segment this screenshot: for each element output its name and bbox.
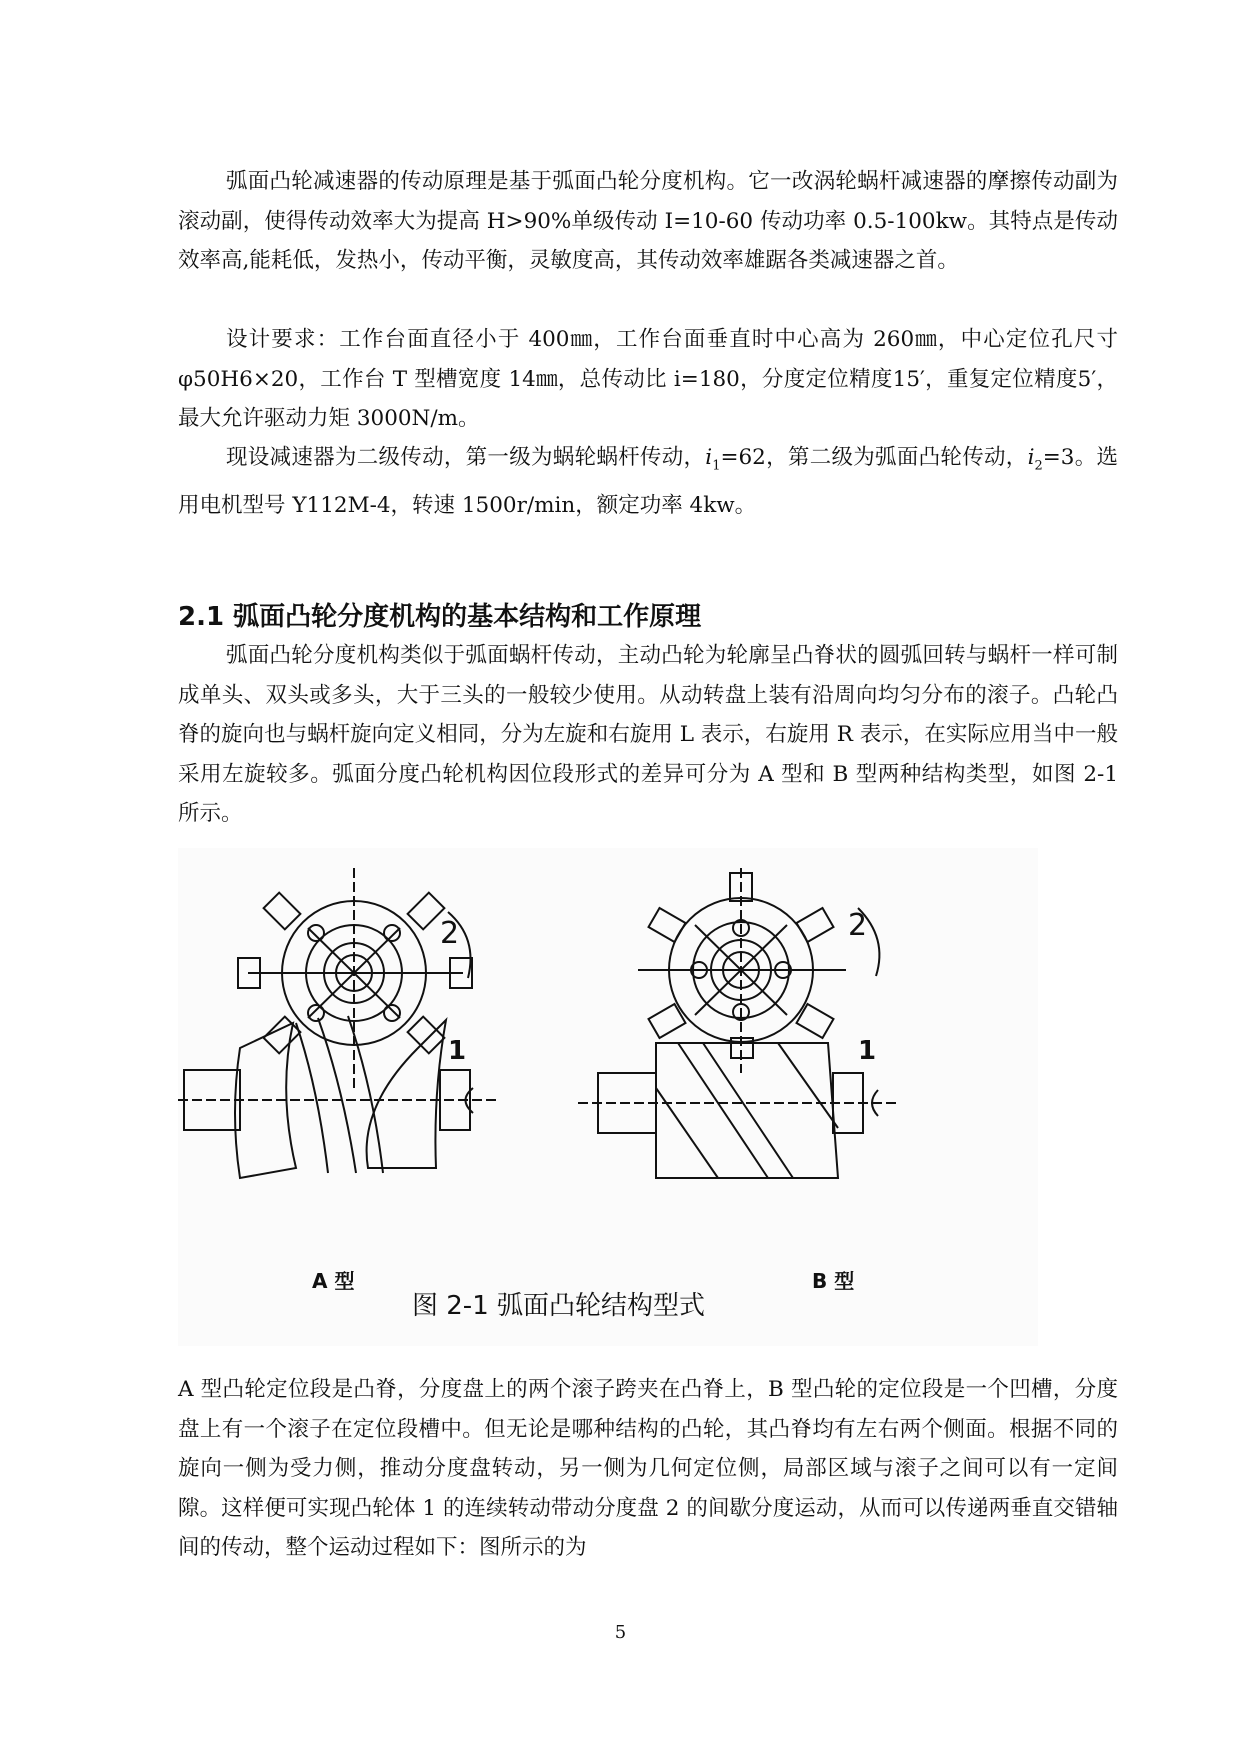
label-1-a: 1 [448, 1036, 467, 1066]
figure-cam-structure [178, 848, 1038, 1346]
type-a-drawing [178, 868, 498, 1178]
paragraph-design-requirements: 设计要求：工作台面直径小于 400㎜，工作台面垂直时中心高为 260㎜，中心定位孔尺寸φ50H6×20，工作台 T 型槽宽度 14㎜，总传动比 i=180，分度定位精度15′，重复定位精度5′，最大允许驱动力矩 3000N/m。 [178, 327, 1118, 431]
figure-label-type-a: A 型 [312, 1269, 355, 1293]
p3-text-b: =62，第二级为弧面凸轮传动， [720, 445, 1028, 470]
ratio-symbol-i2: i [1027, 445, 1035, 470]
p3-text-a: 现设减速器为二级传动，第一级为蜗轮蜗杆传动， [226, 445, 706, 470]
cam-drawing [178, 848, 1038, 1346]
ratio-subscript-1: 1 [712, 458, 721, 474]
p3-text-c: =3。选用电机型号 Y112M-4，转速 1500r/min，额定功率 4kw。 [178, 445, 1118, 518]
ratio-symbol-i1: i [705, 445, 713, 470]
figure-caption: 图 2-1 弧面凸轮结构型式 [412, 1291, 705, 1321]
ratio-subscript-2: 2 [1034, 458, 1043, 474]
figure-label-type-b: B 型 [812, 1269, 855, 1293]
section-heading: 2.1 弧面凸轮分度机构的基本结构和工作原理 [178, 602, 702, 632]
paragraph-reducer-config [178, 438, 1118, 525]
paragraph-intro: 弧面凸轮减速器的传动原理是基于弧面凸轮分度机构。它一改涡轮蜗杆减速器的摩擦传动副为滚动副，使得传动效率大为提高 H>90%单级传动 I=10-60 传动功率 0.5-100kw。其特点是传动效率高,能耗低，发热小，传动平衡，灵敏度高，其传动效率雄踞各类减速器之首。 [178, 169, 1118, 273]
label-1-b: 1 [858, 1036, 877, 1066]
page-number: 5 [614, 1622, 627, 1643]
paragraph-mechanism-description: 弧面凸轮分度机构类似于弧面蜗杆传动，主动凸轮为轮廓呈凸脊状的圆弧回转与蜗杆一样可制成单头、双头或多头，大于三头的一般较少使用。从动转盘上装有沿周向均匀分布的滚子。凸轮凸脊的旋向也与蜗杆旋向定义相同，分为左旋和右旋用 L 表示，右旋用 R 表示，在实际应用当中一般采用左旋较多。弧面分度凸轮机构因位段形式的差异可分为 A 型和 B 型两种结构类型，如图 2-1 所示。 [178, 643, 1118, 826]
label-2-b: 2 [848, 908, 868, 943]
paragraph-type-comparison: A 型凸轮定位段是凸脊，分度盘上的两个滚子跨夹在凸脊上，B 型凸轮的定位段是一个凹槽，分度盘上有一个滚子在定位段槽中。但无论是哪种结构的凸轮，其凸脊均有左右两个侧面。根据不同的旋向一侧为受力侧，推动分度盘转动，另一侧为几何定位侧，局部区域与滚子之间可以有一定间隙。这样便可实现凸轮体 1 的连续转动带动分度盘 2 的间歇分度运动，从而可以传递两垂直交错轴间的传动，整个运动过程如下：图所示的为 [178, 1377, 1118, 1560]
label-2-a: 2 [440, 916, 460, 951]
